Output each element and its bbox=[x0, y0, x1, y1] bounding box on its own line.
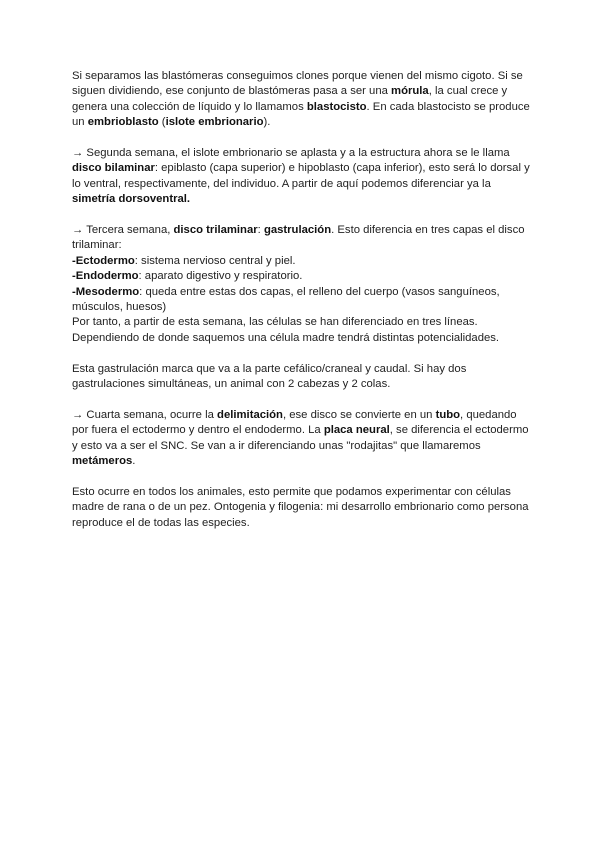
list-prefix: - bbox=[72, 285, 76, 298]
list-prefix: - bbox=[72, 270, 76, 283]
term-placa-neural: placa neural bbox=[323, 424, 390, 437]
text-span: Si separamos las blastómeras conseguimos clones porque vienen del mismo cigoto. Si se siguen dividiendo, ese conjunto de blastómeras pasa a ser una bbox=[72, 70, 523, 98]
term-gastrulacion: gastrulación bbox=[263, 224, 332, 237]
paragraph-text: Esta gastrulación marca que va a la parte cefálico/craneal y caudal. Si hay dos gastrulaciones simultáneas, un animal con 2 cabezas y 2 colas. bbox=[72, 362, 467, 391]
document-page bbox=[72, 69, 534, 547]
term-disco-bilaminar: disco bilaminar bbox=[72, 162, 155, 175]
paragraph-second-week bbox=[72, 146, 534, 208]
paragraph-text bbox=[72, 223, 534, 254]
text-span: , la cual crece y genera una colección de líquido y lo llamamos bbox=[72, 85, 508, 113]
text-span: : bbox=[257, 224, 264, 237]
term-metameros: metámeros bbox=[72, 455, 133, 468]
paragraph-blastocyst bbox=[72, 69, 534, 131]
paragraph-text bbox=[72, 69, 534, 131]
term-disco-trilaminar: disco trilaminar bbox=[173, 224, 258, 237]
text-span: , quedando por fuera el ectodermo y dentro el endodermo. La bbox=[72, 408, 517, 437]
term-tubo: tubo bbox=[435, 408, 461, 421]
text-span: , se diferencia el ectodermo y esto va a ser el SNC. Se van a ir diferenciando unas "rodajitas" que llamaremos bbox=[72, 424, 529, 452]
term-delimitacion: delimitación bbox=[217, 408, 283, 421]
term-mesodermo: Mesodermo bbox=[75, 285, 140, 298]
paragraph-ontogeny bbox=[72, 485, 534, 531]
list-item-mesodermo bbox=[72, 285, 534, 316]
text-span: . En cada blastocisto se produce un bbox=[72, 100, 530, 129]
list-item-endodermo bbox=[72, 269, 534, 284]
term-simetria-dorsoventral: simetría dorsoventral. bbox=[72, 193, 191, 206]
list-item-ectodermo bbox=[72, 254, 534, 269]
paragraph-fourth-week bbox=[72, 408, 534, 470]
list-prefix: - bbox=[72, 254, 76, 267]
term-endodermo: Endodermo bbox=[75, 270, 139, 283]
term-islote-embrionario: islote embrionario bbox=[165, 116, 264, 129]
text-span: : aparato digestivo y respiratorio. bbox=[138, 270, 303, 283]
paragraph-gastrulation bbox=[72, 362, 534, 393]
text-span: : epiblasto (capa superior) e hipoblasto (capa inferior), esto será lo dorsal y lo ventral, respectivamente, del individuo. A partir de aquí podemos diferenciar ya la bbox=[72, 162, 530, 190]
term-ectodermo: Ectodermo bbox=[75, 254, 135, 267]
text-span: : sistema nervioso central y piel. bbox=[134, 254, 296, 267]
paragraph-text bbox=[72, 146, 534, 208]
term-morula: mórula bbox=[391, 85, 429, 98]
text-span: → Cuarta semana, ocurre la bbox=[72, 408, 218, 421]
text-span: ( bbox=[158, 116, 166, 129]
paragraph-text: Por tanto, a partir de esta semana, las células se han diferenciado en tres líneas. Dependiendo de donde saquemos una célula madre tendrá distintas potencialidades. bbox=[72, 316, 500, 344]
text-span: ). bbox=[263, 116, 271, 129]
paragraph-third-week bbox=[72, 223, 534, 346]
term-blastocisto: blastocisto bbox=[306, 100, 367, 113]
text-span: . bbox=[132, 455, 136, 468]
text-span: , ese disco se convierte en un bbox=[282, 408, 436, 421]
term-embrioblasto: embrioblasto bbox=[87, 116, 159, 129]
paragraph-text bbox=[72, 408, 534, 470]
text-span: : queda entre estas dos capas, el relleno del cuerpo (vasos sanguíneos, músculos, huesos) bbox=[72, 285, 500, 314]
text-span: . Esto diferencia en tres capas el disco trilaminar: bbox=[72, 224, 525, 252]
text-span: → Tercera semana, bbox=[72, 224, 174, 237]
text-span: → Segunda semana, el islote embrionario se aplasta y a la estructura ahora se le llama bbox=[72, 147, 510, 160]
paragraph-text: Esto ocurre en todos los animales, esto permite que podamos experimentar con células madre de rana o de un pez. Ontogenia y filogenia: mi desarrollo embrionario como persona reproduce el de todas las especies. bbox=[72, 485, 529, 529]
